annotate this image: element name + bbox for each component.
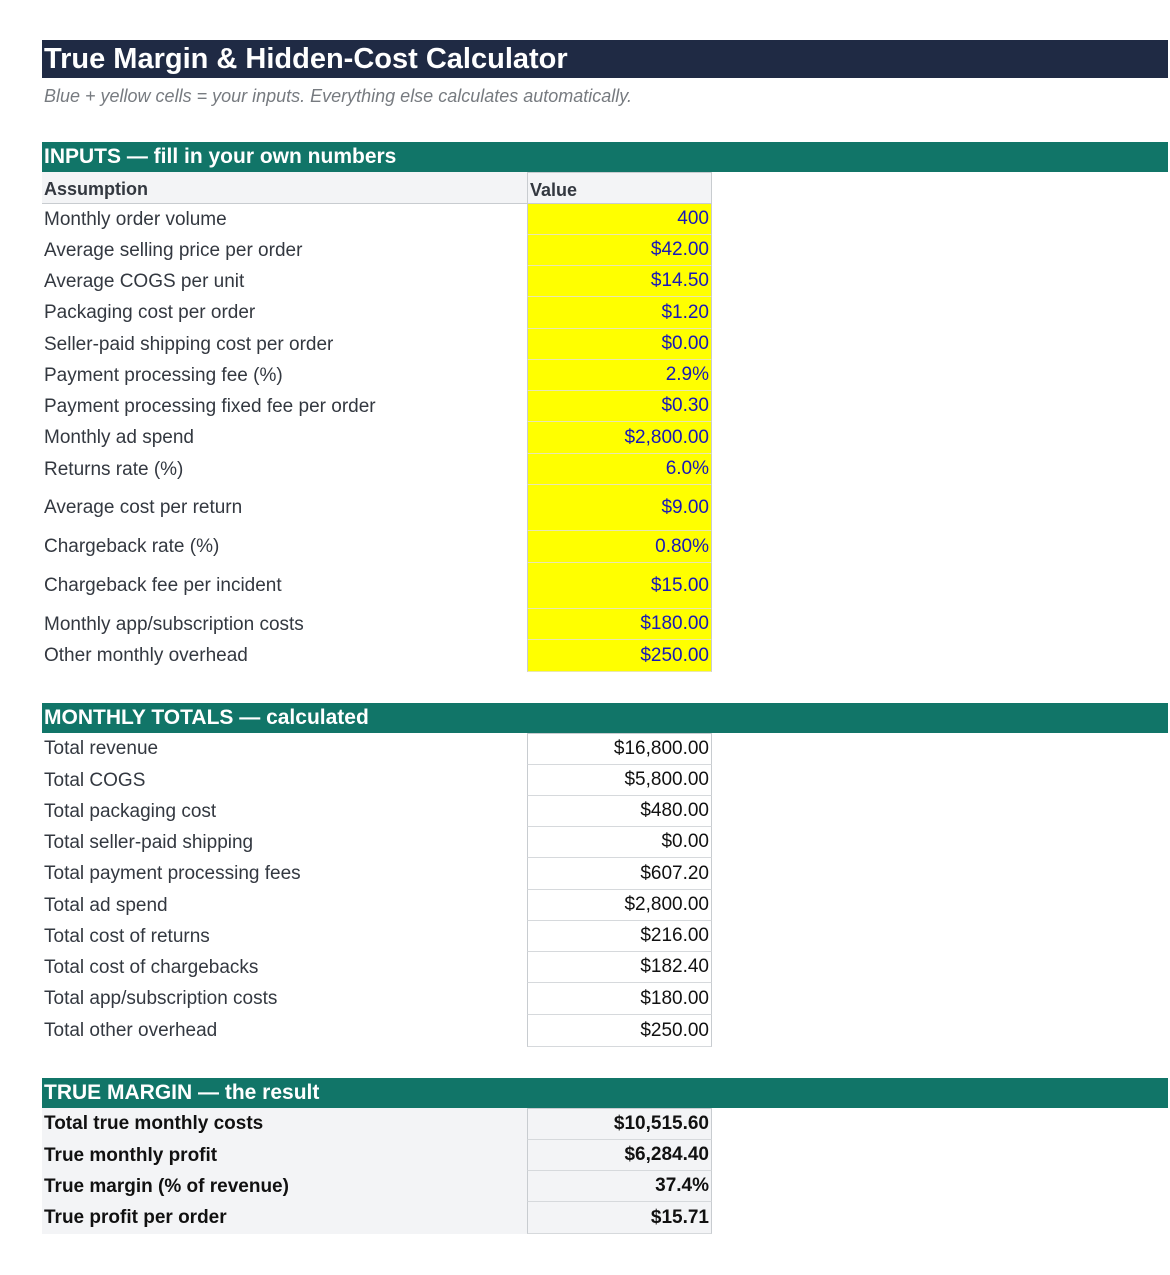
- input-value-cell[interactable]: 2.9%: [527, 360, 712, 391]
- total-label: Total ad spend: [44, 894, 168, 916]
- input-row: [42, 563, 712, 609]
- input-row: [42, 329, 712, 360]
- result-section-header: TRUE MARGIN — the result: [42, 1078, 1168, 1108]
- total-value: $180.00: [527, 983, 712, 1015]
- total-value: $2,800.00: [527, 890, 712, 921]
- input-row: [42, 485, 712, 531]
- total-value: $182.40: [527, 952, 712, 983]
- total-label: Total packaging cost: [44, 800, 217, 822]
- input-row: [42, 297, 712, 329]
- total-label: Total payment processing fees: [44, 863, 301, 884]
- total-label: Total other overhead: [44, 1020, 218, 1041]
- total-label: Total cost of returns: [44, 925, 210, 947]
- result-value: $6,284.40: [527, 1140, 712, 1171]
- input-value-cell[interactable]: $250.00: [527, 640, 712, 672]
- input-label: Other monthly overhead: [44, 645, 248, 666]
- total-value: $16,800.00: [527, 733, 712, 765]
- input-row: [42, 204, 712, 235]
- page-title: True Margin & Hidden-Cost Calculator: [42, 40, 1168, 78]
- input-label: Monthly order volume: [44, 208, 227, 230]
- input-row: [42, 422, 712, 454]
- assumption-column-header: Assumption: [42, 172, 527, 204]
- input-value-cell[interactable]: $42.00: [527, 235, 712, 266]
- input-value-cell[interactable]: $1.20: [527, 297, 712, 329]
- input-row: [42, 266, 712, 297]
- total-value: $607.20: [527, 858, 712, 890]
- input-label: Average selling price per order: [44, 239, 303, 261]
- input-value-cell[interactable]: $9.00: [527, 485, 712, 531]
- input-value-cell[interactable]: 400: [527, 204, 712, 235]
- input-label: Average COGS per unit: [44, 270, 245, 292]
- input-value-cell[interactable]: $2,800.00: [527, 422, 712, 454]
- total-row: [42, 733, 712, 765]
- result-label: True profit per order: [44, 1207, 227, 1228]
- input-label: Chargeback fee per incident: [44, 575, 282, 596]
- input-row: [42, 454, 712, 485]
- total-row: [42, 1015, 712, 1047]
- result-label: True margin (% of revenue): [44, 1175, 289, 1197]
- inputs-column-headers: [42, 172, 712, 204]
- total-row: [42, 796, 712, 827]
- result-row: [42, 1171, 712, 1202]
- input-row: [42, 360, 712, 391]
- input-label: Monthly ad spend: [44, 427, 194, 448]
- input-label: Payment processing fixed fee per order: [44, 395, 376, 417]
- input-value-cell[interactable]: $0.00: [527, 329, 712, 360]
- totals-section-header: MONTHLY TOTALS — calculated: [42, 703, 1168, 733]
- page-subtitle: Blue + yellow cells = your inputs. Everything else calculates automatically.: [44, 86, 632, 106]
- input-value-cell[interactable]: $180.00: [527, 609, 712, 640]
- result-row: [42, 1202, 712, 1234]
- input-row: [42, 391, 712, 422]
- total-value: $480.00: [527, 796, 712, 827]
- total-row: [42, 765, 712, 796]
- total-value: $250.00: [527, 1015, 712, 1047]
- input-label: Seller-paid shipping cost per order: [44, 333, 334, 355]
- total-row: [42, 921, 712, 952]
- input-label: Monthly app/subscription costs: [44, 613, 304, 635]
- result-label: True monthly profit: [44, 1144, 218, 1166]
- input-row: [42, 235, 712, 266]
- total-value: $5,800.00: [527, 765, 712, 796]
- input-value-cell[interactable]: $14.50: [527, 266, 712, 297]
- input-value-cell[interactable]: $15.00: [527, 563, 712, 609]
- total-row: [42, 858, 712, 890]
- result-row: [42, 1140, 712, 1171]
- result-row: [42, 1108, 712, 1140]
- result-value: 37.4%: [527, 1171, 712, 1202]
- input-row: [42, 609, 712, 640]
- value-column-header: Value: [527, 172, 712, 204]
- input-value-cell[interactable]: $0.30: [527, 391, 712, 422]
- total-row: [42, 890, 712, 921]
- total-row: [42, 952, 712, 983]
- input-label: Average cost per return: [44, 497, 243, 518]
- total-label: Total cost of chargebacks: [44, 956, 259, 978]
- input-value-cell[interactable]: 0.80%: [527, 531, 712, 563]
- input-label: Chargeback rate (%): [44, 536, 220, 557]
- result-value: $15.71: [527, 1202, 712, 1234]
- total-value: $216.00: [527, 921, 712, 952]
- input-label: Returns rate (%): [44, 458, 184, 480]
- total-label: Total revenue: [44, 738, 159, 759]
- input-row: [42, 531, 712, 563]
- result-label: Total true monthly costs: [44, 1113, 264, 1134]
- result-value: $10,515.60: [527, 1108, 712, 1140]
- input-value-cell[interactable]: 6.0%: [527, 454, 712, 485]
- total-value: $0.00: [527, 827, 712, 858]
- inputs-section-header: INPUTS — fill in your own numbers: [42, 142, 1168, 172]
- total-label: Total COGS: [44, 769, 146, 791]
- input-row: [42, 640, 712, 672]
- input-label: Packaging cost per order: [44, 302, 256, 323]
- total-row: [42, 827, 712, 858]
- total-label: Total app/subscription costs: [44, 988, 278, 1009]
- total-label: Total seller-paid shipping: [44, 831, 254, 853]
- input-label: Payment processing fee (%): [44, 364, 283, 386]
- total-row: [42, 983, 712, 1015]
